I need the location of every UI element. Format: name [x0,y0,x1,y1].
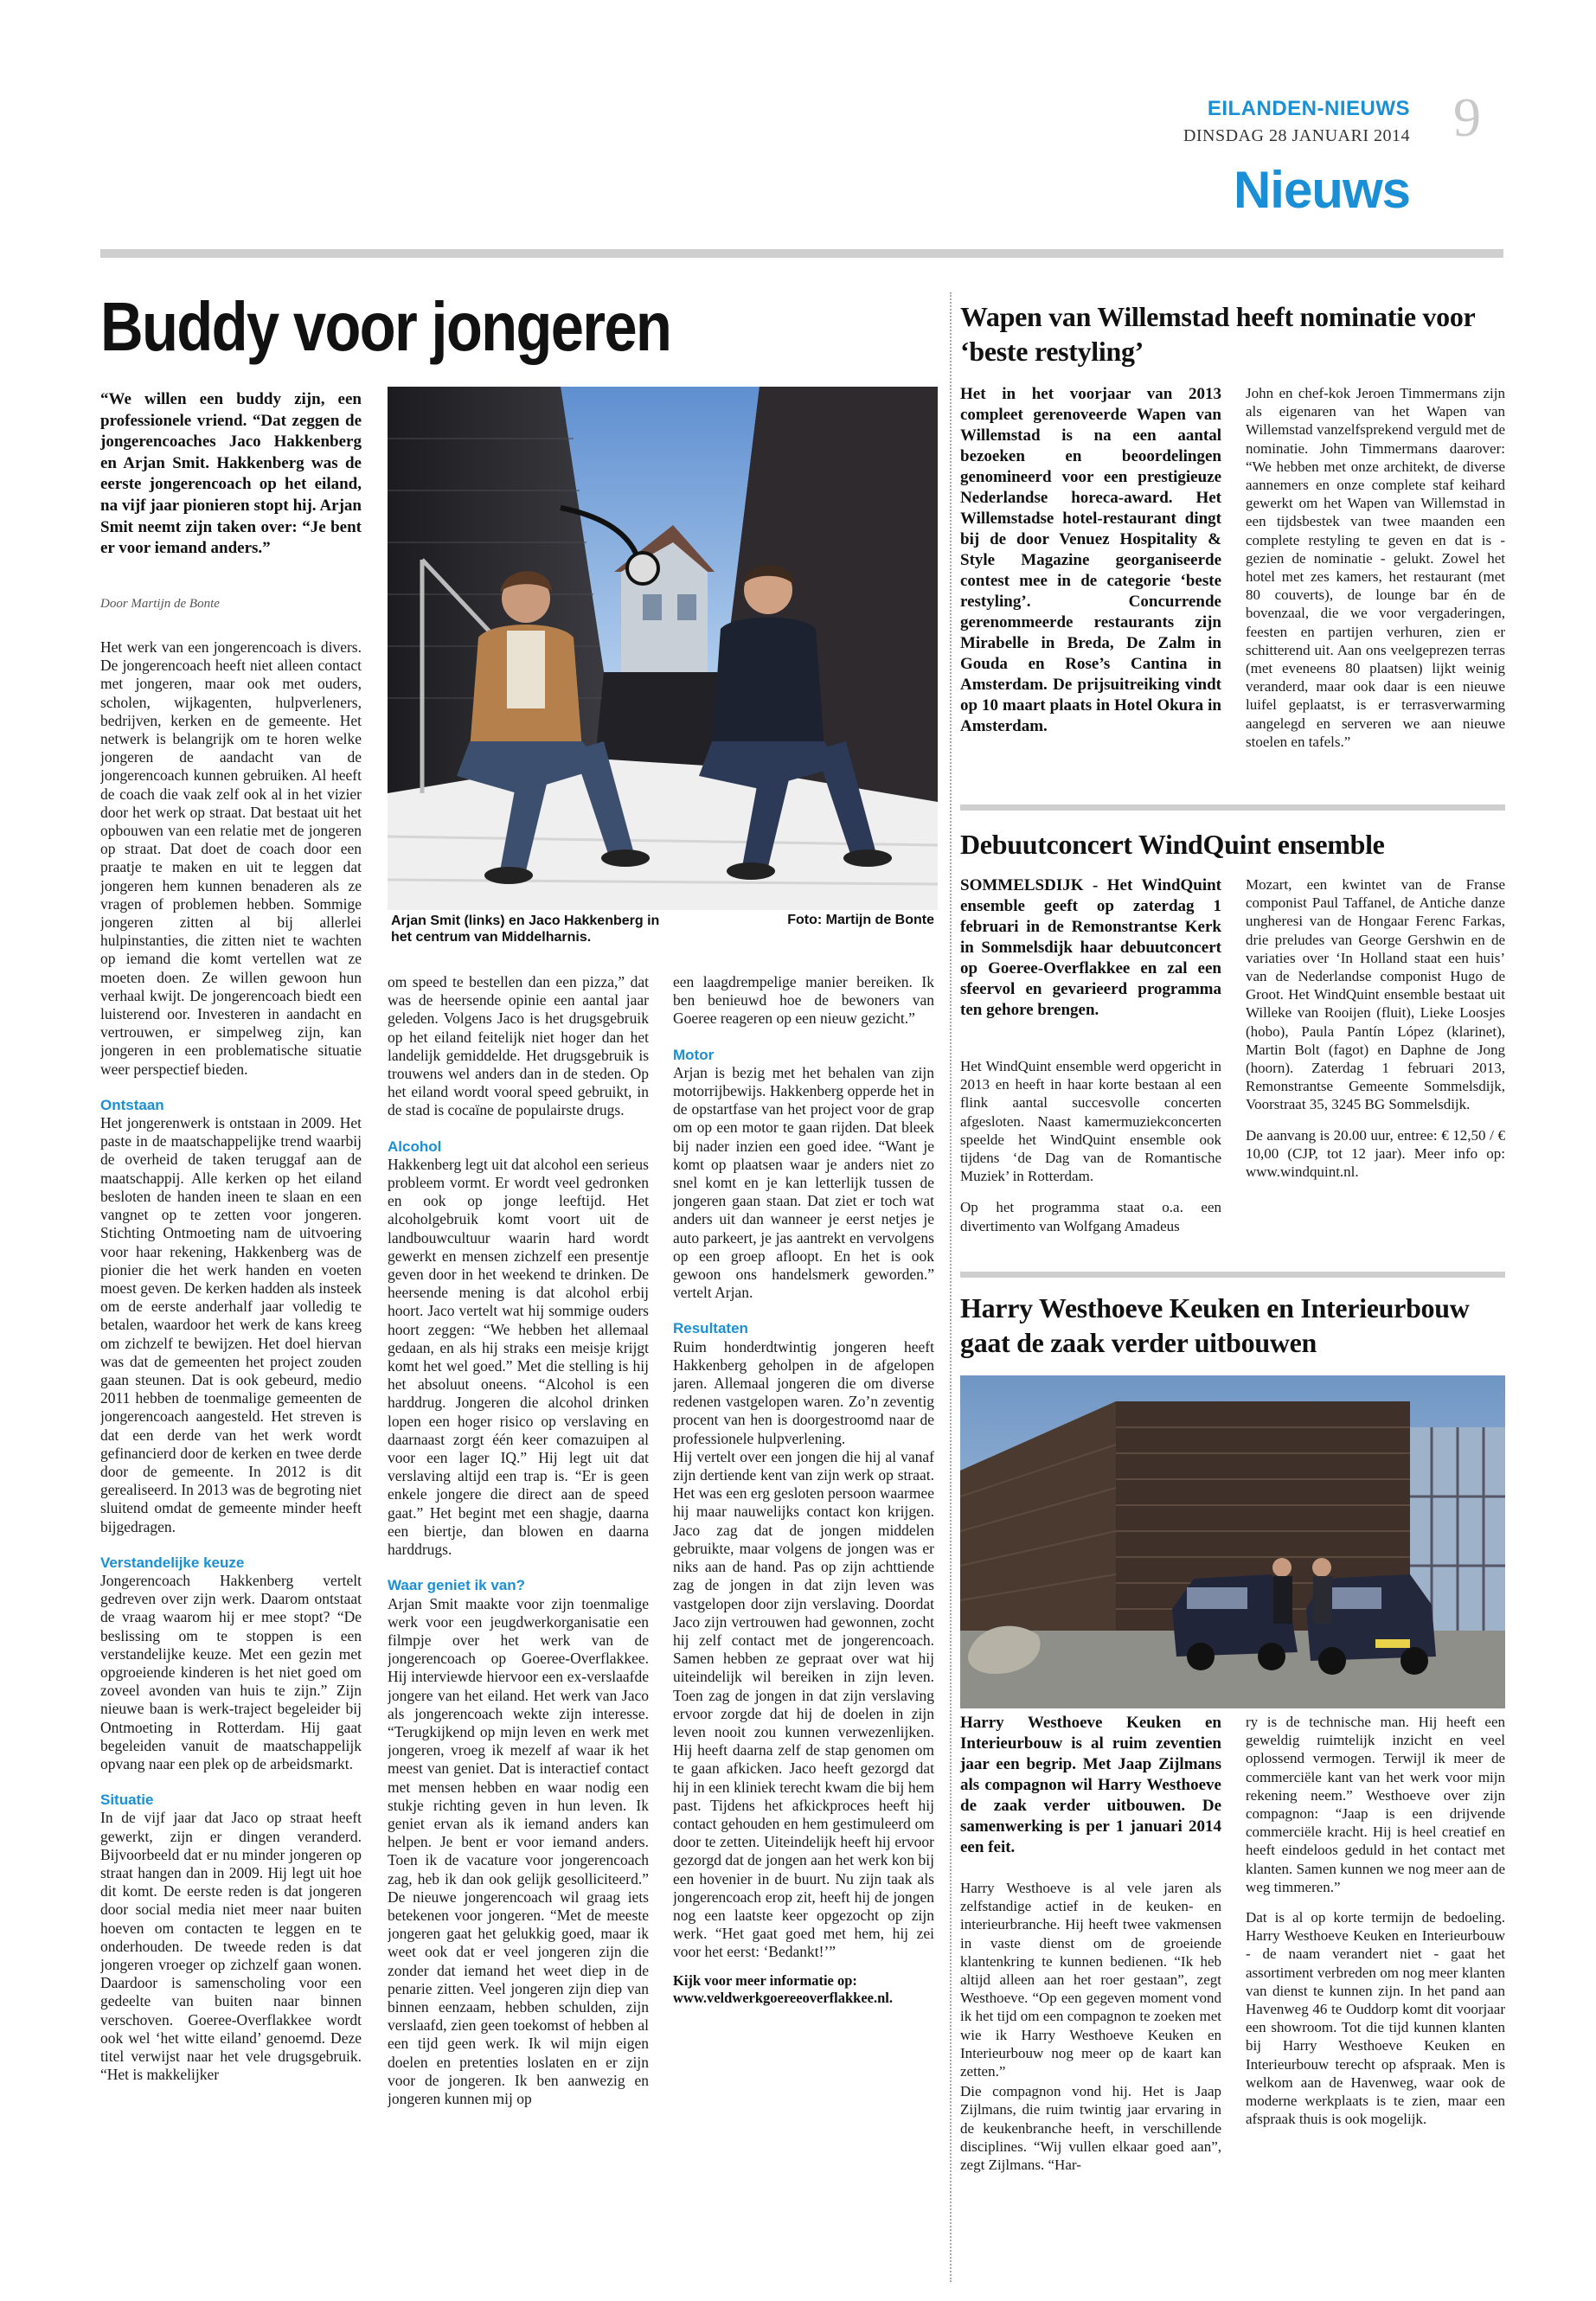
paragraph: Dat is al op korte termijn de bedoeling. Harry Westhoeve Keuken en Interieurbouw - de naam verandert niet - gaat het assortiment verbreden om nog meer klanten van dienst te kunnen zijn. In het pand aan Havenweg 46 te Ouddorp komt dit voorjaar een showroom. Tot die tijd kunnen klanten bij Harry Westhoeve Keuken en Interieurbouw terecht op afspraak. Men is welkom aan de Havenweg, waar ook de moderne werkplaats is te zien, maar een afspraak thuis is ook mogelijk. [1246,1909,1505,2128]
paragraph: Op het programma staat o.a. een divertimento van Wolfgang Amadeus [960,1199,1221,1234]
wapen-article-lead: Het in het voorjaar van 2013 compleet gerenoveerde Wapen van Willemstad is na een aantal bezoeken en beoordelingen genomineerd voor een prestigieuze Nederlandse horeca-award. Het Willemstadse hotel-restaurant dingt bij de door Venuez Hospitality & Style Magazine georganiseerde contest mee in de categorie ‘beste restyling’. Concurrende gerenommeerde restaurants zijn Mirabelle in Breda, De Zalm in Gouda en Rose’s Cantina in Amsterdam. De prijsuitreiking vindt op 10 maart plaats in Hotel Okura in Amsterdam. [960,385,1221,735]
windquint-article-lead: SOMMELSDIJK - Het WindQuint ensemble geeft op zaterdag 1 februari in de Remonstrantse Kerk in Sommelsdijk haar debuutconcert op Goeree-Overflakkee en zal een sfeervol en gevarieerd programma ten gehore brengen. [960,876,1221,1019]
paragraph: Hij vertelt over een jongen die hij al vanaf zijn dertiende kent van zijn werk op straat. Het was een erg gesloten persoon waarmee hij maar nauwelijks contact kon krijgen. Jaco zag dat de jongen middelen gebruikte, maar volgens de jongen was er niks aan de hand. Pas op zijn achttiende zag de jongen in dat zijn leven was vastgelopen door zijn verslaving. Doordat Jaco zijn vertrouwen had gewonnen, zocht hij zelf contact met de jongerencoach. Samen hebben ze gepraat over wat hij uiteindelijk wil bereiken in zijn leven. Toen zag de jongen in dat zijn verslaving ervoor zorgde dat hij de doelen in zijn leven nooit zou kunnen verwezenlijken. Hij heeft daarna zelf de stap genomen om te gaan afkicken. Jaco heeft gezorgd dat hij in een kliniek terecht kwam die bij hem past. Tijdens het afkickproces heeft hij contact gehouden en hem gestimuleerd om door te zetten. Uiteindelijk heeft hij ervoor gezorgd dat de jongen aan het werk kon bij een hovenier in de buurt. Nu zijn taak als jongerencoach erop zit, heeft hij de jongen nog een laatste keer opgezocht op zijn werk. “Het gaat goed met hem, hij zei voor het eerst: ‘Bedankt!’” [673,1447,934,1961]
westhoeve-article-column-1 [960,1879,1221,2176]
paragraph: Het werk van een jongerencoach is divers. De jongerencoach heeft niet alleen contact met jongeren, maar ook met ouders, scholen, wijkagenten, hulpverleners, bedrijven, kerken en de gemeente. Het netwerk is belangrijk om te horen welke jongeren de aandacht van de jongerencoach kunnen gebruiken. Al heeft de coach die vaak zelf ook al in het vizier door het werk op straat. Dat bestaat uit het opbouwen van een relatie met de jongeren op straat. Dat doet de coach door een praatje te maken en uit te leggen dat jongeren hem kunnen benaderen als ze vragen of problemen hebben. Sommige jongeren zitten al bij allerlei hulpinstanties, die zitten niet te wachten op iemand die komt vertellen wat ze moeten doen. Ze willen gewoon hun verhaal kwijt. De jongerencoach biedt een luisterend oor. Investeren in aandacht en vertrouwen, er simpelweg zijn, kan jongeren in een problematische situatie weer perspectief bieden. [100,638,362,1078]
info-url: www.veldwerkgoereeoverflakkee.nl. [673,1989,894,2006]
article-divider [960,1272,1505,1278]
paragraph: Het jongerenwerk is ontstaan in 2009. Het paste in de maatschappelijke trend waarbij de overheid de taken teruggaf aan de maatschappij. Alle kerken op het eiland besloten de handen ineen te slaan en een vangnet op te zetten voor jongeren. Stichting Ontmoeting nam de uitvoering voor haar rekening, Hakkenberg was de pionier die het werk handen en voeten moest geven. De kerken hadden als insteek om de eerste anderhalf jaar volledig te betalen, waardoor het werk de kans kreeg om zichzelf te bewijzen. Het doel hiervan was dat de gemeenten het project zouden gaan steunen. Dat is ook gebeurd, medio 2011 hebben de toenmalige gemeenten de jongerencoach aangesteld. Het streven is dat een derde van het werk wordt gefinancierd door de kerken en twee derde door de gemeente. In 2012 is dit gerealiseerd. In 2013 was de begroting niet sluitend omdat de gemeente minder heeft bijgedragen. [100,1114,362,1535]
subheading: Ontstaan [100,1096,164,1113]
subheading: Waar geniet ik van? [388,1577,526,1594]
wapen-article-body: John en chef-kok Jeroen Timmermans zijn als eigenaren van het Wapen van Willemstad vanzelfsprekend verguld met de nominatie. John Timmermans daarover: “We hebben met onze architekt, de diverse aannemers en onze complete staf keihard gewerkt om het Wapen van Willemstad in een tijdsbestek van twee maanden een complete restyling te geven en dat is - gezien de nominatie - gelukt. Zowel het hotel met zes kamers, het restaurant (met 80 couverts), de lounge bar én de bovenzaal, die we voor vergaderingen, feesten en partijen verhuren, zien er schitterend uit. Aan ons veelgeprezen terras (met eveneens 80 plaatsen) lijkt weinig veranderd, maar ook daar is een nieuwe luifel geplaatst, is er terrasverwarming aangelegd en serveren we aan nieuwe stoelen en tafels.” [1246,385,1505,750]
issue-date: DINSDAG 28 JANUARI 2014 [1183,126,1410,145]
windquint-article-title: Debuutconcert WindQuint ensemble [960,829,1385,860]
column-divider [950,292,952,2282]
windquint-article-column-2 [1246,875,1505,1193]
paragraph: een laagdrempelige manier bereiken. Ik ben benieuwd hoe de bewoners van Goeree reageren op een nieuw gezicht.” [673,973,934,1028]
main-article-column-2 [388,973,649,2279]
section-title: Nieuws [1233,161,1410,219]
paragraph: Arjan Smit maakte voor zijn toenmalige werk voor een jeugdwerkorganisatie een filmpje over het werk van de jongerencoach op Goeree-Overflakkee. Hij interviewde hiervoor een ex-verslaafde jongere van het eiland. Het werk van Jaco als jongerencoach wekte zijn interesse. “Terugkijkend op mijn leven en werk met jongeren, vroeg ik mezelf af waar ik het meest van geniet. Dat is interactief contact met mensen hebben en waar nodig een stukje richting geven in hun leven. Ik geniet ervan als ik iemand anders kan helpen. Je bent er voor iemand anders. Toen ik de vacature voor jongerencoach zag, heb ik dan ook gelijk gesolliciteerd.” De nieuwe jongerencoach wil graag iets betekenen voor jongeren. “Met de meeste jongeren gaat het gelukkig goed, maar ik weet ook dat er veel jongeren zijn die zonder dat iemand het weet diep in de penarie zitten. Veel jongeren zijn diep van binnen eenzaam, hebben schulden, zijn verslaafd, zien geen toekomst of hebben al een tijd geen werk. Ik wil mijn eigen doelen en pretenties loslaten en er zijn voor de jongeren. Ik ben aanwezig en jongeren kunnen mij op [388,1594,649,2107]
photo-illustration [960,1375,1505,1708]
paragraph: Het WindQuint ensemble werd opgericht in 2013 en heeft in haar korte bestaan al een flink aantal succesvolle concerten afgesloten. Naast kamermuziekconcerten speelde het WindQuint ensemble ook tijdens ‘de Dag van de Romantische Muziek’ in Rotterdam. [960,1058,1221,1185]
photo-caption: Arjan Smit (links) en Jaco Hakkenberg in het centrum van Middelharnis. [391,913,660,945]
westhoeve-article-column-2 [1246,1713,1505,2140]
main-article-byline: Door Martijn de Bonte [100,597,220,611]
header-divider [100,249,1503,258]
paragraph: Mozart, een kwintet van de Franse componist Paul Taffanel, de Antiche danze ungheresi van de Hongaar Ferenc Farkas, drie preludes van George Gershwin en de variaties over ‘In Holland staat een huis’ van de Nederlandse componist Hugo de Groot. Het WindQuint ensemble bestaat uit Willeke van Rooijen (fluit), Lieke Loosjes (hobo), Paula Pantín López (klarinet), Martin Bolt (fagot) en Daphne de Jong (hoorn). Zaterdag 1 februari 2013, Remonstrantse Gemeente Sommelsdijk, Voorstraat 35, 3245 BG Sommelsdijk. [1246,876,1505,1113]
paragraph: Hakkenberg legt uit dat alcohol een serieus probleem vormt. Er wordt veel gedronken en ook op jonge leeftijd. Het alcoholgebruik komt voort uit de landbouwcultuur waarin hard wordt gewerkt en mensen zichzelf een presentje geven door in het weekend te drinken. De heersende mening is dat alcohol erbij hoort. Jaco vertelt wat hij sommige ouders hoort zeggen: “We hebben het allemaal gedaan, en als hij straks een meisje krijgt komt het wel goed.” Met die stelling is hij het absoluut oneens. “Alcohol is een harddrug. Jongeren die alcohol drinken lopen een hoger risico op verslaving en daarnaast zorgt één keer comazuipen al voor een lager IQ.” Hij legt uit dat verslaving altijd een trap is. “Er is geen enkele jongere die direct aan de speed gaat.” Het begint met een shagje, daarna een biertje, dan blowen en daarna harddrugs. [388,1155,649,1559]
paragraph: Die compagnon vond hij. Het is Jaap Zijlmans, die ruim twintig jaar ervaring in de keukenbranche heeft, in verschillende disciplines. “Wij vullen elkaar goed aan”, zegt Zijlmans. “Har- [960,2083,1221,2174]
paragraph: De aanvang is 20.00 uur, entree: € 12,50 / € 10,00 (CJP, tot 12 jaar). Meer info op: www.windquint.nl. [1246,1126,1505,1181]
paragraph: In de vijf jaar dat Jaco op straat heeft gewerkt, zijn er dingen veranderd. Bijvoorbeeld dat er nu minder jongeren op straat hangen dan in 2009. Hij legt uit hoe dit komt. De eerste reden is dat jongeren door social media niet meer naar buiten hoeven om contacten te leggen en te onderhouden. De tweede reden is dat jongeren vroeger op zichzelf gaan wonen. Daardoor is samenscholing voor een gedeelte van buiten naar binnen verschoven. Goeree-Overflakkee wordt ook wel ‘het witte eiland’ genoemd. Deze titel verwijst naar het vele drugsgebruik. “Het is makkelijker [100,1809,362,2084]
subheading: Alcohol [388,1138,442,1155]
paragraph: Ruim honderdtwintig jongeren heeft Hakkenberg geholpen in de afgelopen jaren. Allemaal jongeren die om diverse redenen vastgelopen waren. Zo’n zeventig procent van hen is doorgestroomd naar de professionele hulpverlening. [673,1337,934,1447]
paragraph: Jongerencoach Hakkenberg vertelt gedreven over zijn werk. Daarom ontstaat de vraag waarom hij er mee stopt? “De beslissing om te stoppen is een verstandelijke keuze. Met een gezin met opgroeiende kinderen is het niet goed om zoveel avonden van huis te zijn.” Zijn nieuwe baan is werk-traject begeleider bij Ontmoeting in Rotterdam. Hij gaat begeleiden vanuit de maatschappelijk opvang naar een plek op de arbeidsmarkt. [100,1571,362,1772]
info-label: Kijk voor meer informatie op: [673,1971,857,1989]
photo-illustration [388,387,938,910]
photo-jongerencoaches [388,387,938,910]
page-number: 9 [1453,87,1481,148]
subheading: Motor [673,1046,715,1063]
subheading: Situatie [100,1791,154,1809]
subheading: Verstandelijke keuze [100,1554,245,1571]
photo-credit: Foto: Martijn de Bonte [787,913,934,927]
main-article-title: Buddy voor jongeren [100,288,671,365]
wapen-article-title: Wapen van Willemstad heeft nominatie voor ‘beste restyling’ [960,301,1475,367]
paragraph: ry is de technische man. Hij heeft een geweldig ruimtelijk inzicht en veel oplossend vermogen. Terwijl ik meer de commerciële kant van het werk voor mijn rekening neem.” Westhoeve over zijn compagnon: “Jaap is een drijvende commerciële kracht. Hij is heel creatief en heeft eindeloos geduld in het contact met klanten. Samen kunnen we nog meer aan de weg timmeren.” [1246,1714,1505,1895]
newspaper-logo: EILANDEN-NIEUWS [1207,97,1410,120]
westhoeve-article-title: Harry Westhoeve Keuken en Interieurbouw gaat de zaak verder uitbouwen [960,1292,1470,1358]
main-article-lead: “We willen een buddy zijn, een professionele vriend. “Dat zeggen de jongerencoaches Jaco Hakkenberg en Arjan Smit. Hakkenberg was de eerste jongerencoach op het eiland, na vijf jaar pionieren stopt hij. Arjan Smit neemt zijn taken over: “Je bent er voor iemand anders.” [100,390,362,558]
photo-westhoeve-building [960,1375,1505,1708]
main-article-column-3 [673,973,934,2279]
paragraph: Arjan is bezig met het behalen van zijn motorrijbewijs. Hakkenberg opperde het in de opstartfase van het project voor de grap om op een motor te gaan rijden. Dat bleek bij nader inzien een goed idee. “Want je komt op plaatsen waar je anders niet zo snel komt en je kan letterlijk tussen de jongeren gaan staan. Dat ziet er toch wat anders uit dan wanneer je eerst netjes je auto parkeert, je jas aantrekt en vervolgens op een groep afloopt. En het is ook gewoon ons handelsmerk geworden.” vertelt Arjan. [673,1063,934,1302]
main-article-column-1 [100,638,362,2282]
subheading: Resultaten [673,1320,748,1337]
windquint-article-column-1 [960,1057,1221,1248]
westhoeve-article-lead: Harry Westhoeve Keuken en Interieurbouw is al ruim zeventien jaar een begrip. Met Jaap Zijlmans als compagnon wil Harry Westhoeve de zaak verder uitbouwen. De samenwerking is per 1 januari 2014 een feit. [960,1714,1221,1856]
article-divider [960,804,1505,811]
paragraph: om speed te bestellen dan een pizza,” dat was de heersende opinie een aantal jaar geleden. Volgens Jaco is het drugsgebruik op het eiland feitelijk niet hoger dan het landelijk gemiddelde. Het drugsgebruik is trouwens wel anders dan in de steden. Op het eiland wordt vooral speed gebruikt, in de stad is cocaïne de populairste drugs. [388,973,649,1119]
paragraph: Harry Westhoeve is al vele jaren als zelfstandige actief in de keuken- en interieurbranche. Hij heeft twee vakmensen in vaste dienst om de groeiende klantenkring te kunnen bedienen. “Ik heb altijd alleen aan het roer gestaan”, zegt Westhoeve. “Op een gegeven moment vond ik het tijd om een compagnon te zoeken met wie ik Harry Westhoeve Keuken en Interieurbouw nog meer op de kaart kan zetten.” [960,1880,1221,2080]
